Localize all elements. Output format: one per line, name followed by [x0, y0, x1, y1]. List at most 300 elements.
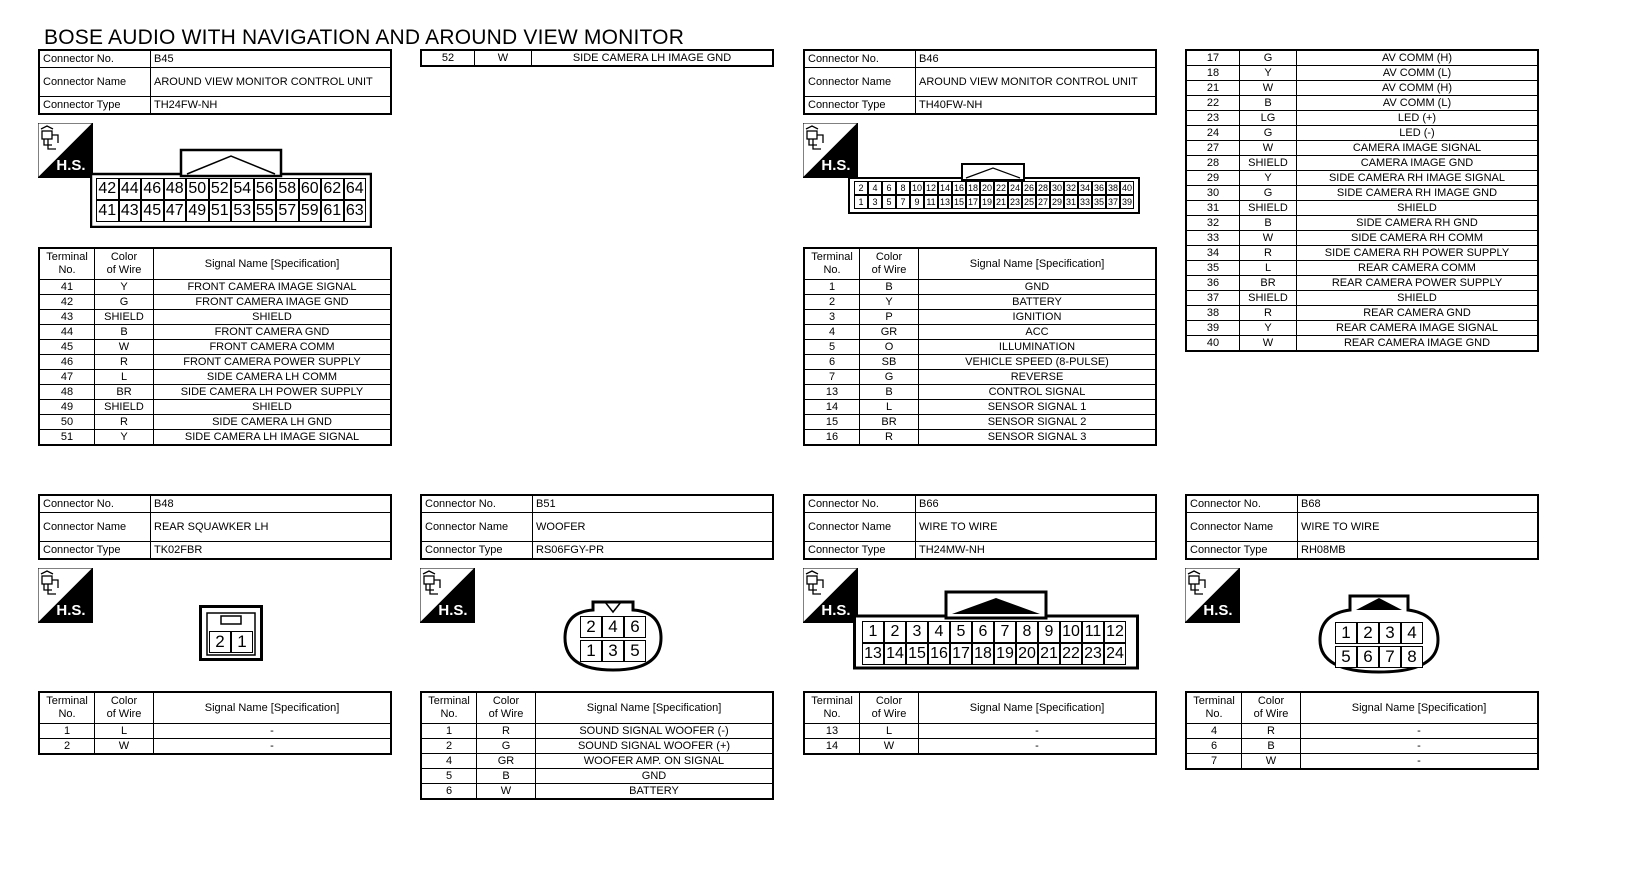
signal-name-header: Signal Name [Specification] — [919, 692, 1157, 724]
connector-pin: 35 — [1093, 197, 1104, 207]
connector-pin: 49 — [186, 200, 209, 222]
connector-pin: 62 — [321, 178, 344, 200]
signal-name: BATTERY — [536, 784, 774, 800]
terminal-no: 32 — [1186, 216, 1240, 231]
table-row — [421, 769, 773, 784]
table-row — [804, 355, 1156, 370]
connector-pin: 58 — [276, 178, 299, 200]
connector-b46-face — [848, 162, 1140, 214]
signal-name: AV COMM (H) — [1297, 81, 1539, 96]
connector-pin: 64 — [344, 178, 367, 200]
connector-pin: 60 — [299, 178, 322, 200]
connector-pin: 6 — [972, 621, 994, 643]
connector-pin: 19 — [981, 197, 992, 207]
signal-name: FRONT CAMERA IMAGE SIGNAL — [154, 280, 392, 295]
terminal-no: 52 — [421, 50, 475, 66]
connector-b66-face — [853, 590, 1139, 670]
harness-side-icon — [420, 568, 475, 623]
connector-pin: 21 — [1038, 643, 1060, 665]
table-row — [804, 340, 1156, 355]
connector-pin: 50 — [186, 178, 209, 200]
table-row — [39, 724, 391, 739]
connector-pin: 57 — [276, 200, 299, 222]
signal-name: REAR CAMERA GND — [1297, 306, 1539, 321]
terminal-no: 6 — [1186, 739, 1242, 754]
table-row — [421, 724, 773, 739]
connector-pin: 53 — [231, 200, 254, 222]
connector-info-b68 — [1185, 494, 1539, 560]
terminal-no-header: Terminal No. — [1186, 692, 1242, 724]
signal-name: SIDE CAMERA LH IMAGE GND — [532, 50, 774, 66]
terminal-no: 37 — [1186, 291, 1240, 306]
signal-name: SIDE CAMERA RH POWER SUPPLY — [1297, 246, 1539, 261]
terminal-no: 51 — [39, 430, 95, 446]
connector-pin: 29 — [1051, 197, 1062, 207]
table-row — [804, 325, 1156, 340]
terminal-no: 2 — [39, 739, 95, 755]
connector-pin: 52 — [209, 178, 232, 200]
connector-name: WOOFER — [533, 513, 774, 542]
wire-color-header: Color of Wire — [1242, 692, 1301, 724]
wire-color: R — [1240, 246, 1297, 261]
connector-pin: 5 — [624, 640, 646, 662]
terminal-no-header: Terminal No. — [804, 248, 860, 280]
wire-color: GR — [860, 325, 919, 340]
connector-info-b66 — [803, 494, 1157, 560]
terminal-no: 1 — [421, 724, 477, 739]
signal-name: - — [1301, 754, 1539, 770]
connector-pin: 5 — [1335, 646, 1357, 668]
signal-name: AV COMM (H) — [1297, 50, 1539, 66]
connector-name: REAR SQUAWKER LH — [151, 513, 392, 542]
connector-pin: 4 — [602, 616, 624, 638]
terminal-no: 46 — [39, 355, 95, 370]
terminal-no-header: Terminal No. — [39, 248, 95, 280]
wire-color: B — [860, 385, 919, 400]
table-row — [804, 415, 1156, 430]
table-row — [39, 415, 391, 430]
info-label: Connector No. — [39, 50, 151, 68]
table-row — [39, 430, 391, 446]
info-label: Connector Name — [39, 513, 151, 542]
table-row — [1186, 321, 1538, 336]
connector-pin: 39 — [1121, 197, 1132, 207]
wire-color: P — [860, 310, 919, 325]
table-row — [804, 280, 1156, 295]
connector-pin: 1 — [1335, 622, 1357, 644]
terminal-no: 24 — [1186, 126, 1240, 141]
table-row — [39, 325, 391, 340]
table-row — [1186, 66, 1538, 81]
terminal-no: 30 — [1186, 186, 1240, 201]
table-row — [804, 430, 1156, 446]
connector-pin: 30 — [1051, 183, 1062, 193]
wire-color: W — [477, 784, 536, 800]
connector-pin: 10 — [911, 183, 922, 193]
terminal-no: 5 — [804, 340, 860, 355]
terminal-no: 2 — [421, 739, 477, 754]
wire-color: BR — [860, 415, 919, 430]
connector-pin: 15 — [953, 197, 964, 207]
connector-pin: 38 — [1107, 183, 1118, 193]
table-row — [421, 754, 773, 769]
connector-type: TH24MW-NH — [916, 542, 1157, 560]
signal-name: SENSOR SIGNAL 3 — [919, 430, 1157, 446]
info-label: Connector No. — [421, 495, 533, 513]
wire-color-header: Color of Wire — [95, 692, 154, 724]
wire-color: W — [95, 739, 154, 755]
connector-pin: 55 — [254, 200, 277, 222]
table-row — [1186, 231, 1538, 246]
terminal-table-b45 — [38, 247, 392, 446]
signal-name: - — [919, 739, 1157, 755]
signal-name: LED (+) — [1297, 111, 1539, 126]
wire-color: SHIELD — [95, 400, 154, 415]
terminal-no: 22 — [1186, 96, 1240, 111]
terminal-no: 7 — [1186, 754, 1242, 770]
table-row — [39, 739, 391, 755]
terminal-no: 43 — [39, 310, 95, 325]
terminal-no: 27 — [1186, 141, 1240, 156]
wire-color: W — [1240, 141, 1297, 156]
info-label: Connector Name — [804, 513, 916, 542]
info-label: Connector Type — [421, 542, 533, 560]
table-row — [804, 295, 1156, 310]
signal-name: FRONT CAMERA IMAGE GND — [154, 295, 392, 310]
signal-name: FRONT CAMERA POWER SUPPLY — [154, 355, 392, 370]
info-label: Connector Type — [804, 542, 916, 560]
signal-name: - — [1301, 724, 1539, 739]
terminal-no: 23 — [1186, 111, 1240, 126]
connector-pin: 1 — [854, 195, 868, 209]
signal-name: ACC — [919, 325, 1157, 340]
signal-name: SIDE CAMERA LH GND — [154, 415, 392, 430]
signal-name: WOOFER AMP. ON SIGNAL — [536, 754, 774, 769]
terminal-no: 16 — [804, 430, 860, 446]
table-row — [39, 400, 391, 415]
wire-color: SHIELD — [1240, 156, 1297, 171]
harness-side-icon — [803, 568, 858, 623]
connector-no: B46 — [916, 50, 1157, 68]
terminal-no: 18 — [1186, 66, 1240, 81]
wire-color-header: Color of Wire — [477, 692, 536, 724]
terminal-no-header: Terminal No. — [804, 692, 860, 724]
table-row — [39, 295, 391, 310]
terminal-table-b46b — [1185, 49, 1539, 352]
connector-pin: 45 — [141, 200, 164, 222]
connector-pin: 9 — [910, 195, 924, 209]
terminal-no: 39 — [1186, 321, 1240, 336]
connector-pin: 18 — [972, 643, 994, 665]
connector-pin: 36 — [1093, 183, 1104, 193]
wire-color: G — [1240, 126, 1297, 141]
terminal-no: 29 — [1186, 171, 1240, 186]
terminal-no: 7 — [804, 370, 860, 385]
wire-color: W — [475, 50, 532, 66]
table-row — [421, 50, 773, 66]
wire-color: W — [1242, 754, 1301, 770]
connector-pin: 23 — [1082, 643, 1104, 665]
connector-pin: 22 — [995, 183, 1006, 193]
connector-pin: 17 — [950, 643, 972, 665]
connector-pin: 10 — [1060, 621, 1082, 643]
terminal-no: 4 — [804, 325, 860, 340]
table-row — [39, 340, 391, 355]
connector-pin: 3 — [602, 640, 624, 662]
terminal-no: 5 — [421, 769, 477, 784]
connector-pin: 14 — [939, 183, 950, 193]
info-label: Connector Name — [1186, 513, 1298, 542]
connector-type: TK02FBR — [151, 542, 392, 560]
signal-name: - — [919, 724, 1157, 739]
wire-color: B — [95, 325, 154, 340]
wire-color: R — [95, 355, 154, 370]
terminal-no: 38 — [1186, 306, 1240, 321]
terminal-no: 31 — [1186, 201, 1240, 216]
signal-name: SIDE CAMERA RH IMAGE GND — [1297, 186, 1539, 201]
terminal-no: 33 — [1186, 231, 1240, 246]
wire-color: SHIELD — [1240, 201, 1297, 216]
wire-color-header: Color of Wire — [860, 248, 919, 280]
connector-pin: 54 — [231, 178, 254, 200]
connector-pin: 43 — [119, 200, 142, 222]
table-row — [1186, 156, 1538, 171]
svg-text:H.S.: H.S. — [1203, 602, 1233, 619]
connector-pin: 2 — [854, 181, 868, 195]
table-row — [1186, 216, 1538, 231]
wire-color: B — [1240, 96, 1297, 111]
signal-name-header: Signal Name [Specification] — [536, 692, 774, 724]
table-row — [1186, 111, 1538, 126]
terminal-no: 13 — [804, 724, 860, 739]
connector-pin: 15 — [906, 643, 928, 665]
connector-no: B66 — [916, 495, 1157, 513]
signal-name: SIDE CAMERA RH IMAGE SIGNAL — [1297, 171, 1539, 186]
connector-pin: 9 — [1038, 621, 1060, 643]
signal-name: SENSOR SIGNAL 1 — [919, 400, 1157, 415]
connector-pin: 1 — [231, 631, 253, 653]
connector-pin: 8 — [1401, 646, 1423, 668]
wire-color: L — [95, 724, 154, 739]
table-row — [421, 739, 773, 754]
connector-pin: 11 — [924, 195, 938, 209]
connector-pin: 5 — [882, 195, 896, 209]
connector-pin: 5 — [950, 621, 972, 643]
connector-pin: 1 — [580, 640, 602, 662]
svg-text:H.S.: H.S. — [821, 157, 851, 174]
wire-color: O — [860, 340, 919, 355]
page-title: BOSE AUDIO WITH NAVIGATION AND AROUND VIEW MONITOR — [44, 26, 685, 49]
svg-text:H.S.: H.S. — [56, 157, 86, 174]
wire-color: LG — [1240, 111, 1297, 126]
terminal-table-b45b — [420, 49, 774, 67]
terminal-no: 1 — [39, 724, 95, 739]
connector-pin: 16 — [928, 643, 950, 665]
terminal-no: 44 — [39, 325, 95, 340]
connector-pin: 33 — [1079, 197, 1090, 207]
connector-info-b48 — [38, 494, 392, 560]
signal-name: REAR CAMERA IMAGE SIGNAL — [1297, 321, 1539, 336]
table-row — [1186, 50, 1538, 66]
connector-pin: 17 — [967, 197, 978, 207]
table-row — [1186, 126, 1538, 141]
wire-color: G — [95, 295, 154, 310]
terminal-table-b68 — [1185, 691, 1539, 770]
wire-color: B — [1242, 739, 1301, 754]
connector-name: WIRE TO WIRE — [1298, 513, 1539, 542]
svg-text:H.S.: H.S. — [438, 602, 468, 619]
info-label: Connector Name — [804, 68, 916, 97]
table-row — [1186, 276, 1538, 291]
table-row — [804, 400, 1156, 415]
table-row — [1186, 739, 1538, 754]
signal-name: AV COMM (L) — [1297, 96, 1539, 111]
connector-pin: 11 — [1082, 621, 1104, 643]
signal-name: REAR CAMERA IMAGE GND — [1297, 336, 1539, 352]
table-row — [1186, 81, 1538, 96]
connector-pin: 21 — [995, 197, 1006, 207]
connector-b68-face — [1318, 592, 1440, 674]
terminal-no: 47 — [39, 370, 95, 385]
terminal-no: 40 — [1186, 336, 1240, 352]
wire-color: G — [477, 739, 536, 754]
signal-name-header: Signal Name [Specification] — [919, 248, 1157, 280]
signal-name: ILLUMINATION — [919, 340, 1157, 355]
signal-name: FRONT CAMERA GND — [154, 325, 392, 340]
info-label: Connector Type — [1186, 542, 1298, 560]
connector-pin: 2 — [580, 616, 602, 638]
wire-color: Y — [1240, 171, 1297, 186]
signal-name: AV COMM (L) — [1297, 66, 1539, 81]
table-row — [39, 370, 391, 385]
connector-pin: 13 — [939, 197, 950, 207]
wire-color: R — [1240, 306, 1297, 321]
terminal-table-b51 — [420, 691, 774, 800]
terminal-no: 41 — [39, 280, 95, 295]
wire-color: W — [860, 739, 919, 755]
connector-pin: 12 — [1104, 621, 1126, 643]
signal-name: GND — [536, 769, 774, 784]
table-row — [39, 355, 391, 370]
connector-pin: 2 — [1357, 622, 1379, 644]
table-row — [421, 784, 773, 800]
table-row — [39, 385, 391, 400]
terminal-no: 45 — [39, 340, 95, 355]
connector-b45-face — [90, 148, 372, 228]
connector-pin: 63 — [344, 200, 367, 222]
table-row — [1186, 754, 1538, 770]
signal-name: GND — [919, 280, 1157, 295]
signal-name: LED (-) — [1297, 126, 1539, 141]
connector-pin: 7 — [1379, 646, 1401, 668]
wire-color: G — [860, 370, 919, 385]
wire-color: Y — [95, 430, 154, 446]
harness-side-icon — [38, 568, 93, 623]
signal-name-header: Signal Name [Specification] — [154, 692, 392, 724]
harness-side-icon — [1185, 568, 1240, 623]
terminal-no: 1 — [804, 280, 860, 295]
connector-pin: 8 — [1016, 621, 1038, 643]
wire-color: BR — [1240, 276, 1297, 291]
terminal-no: 48 — [39, 385, 95, 400]
connector-pin: 42 — [96, 178, 119, 200]
terminal-no: 4 — [1186, 724, 1242, 739]
connector-pin: 18 — [967, 183, 978, 193]
connector-pin: 40 — [1121, 183, 1132, 193]
connector-pin: 46 — [141, 178, 164, 200]
signal-name: - — [154, 724, 392, 739]
connector-pin: 22 — [1060, 643, 1082, 665]
wire-color-header: Color of Wire — [860, 692, 919, 724]
connector-pin: 27 — [1037, 197, 1048, 207]
connector-pin: 59 — [299, 200, 322, 222]
connector-pin: 56 — [254, 178, 277, 200]
wire-color: G — [1240, 50, 1297, 66]
wire-color: R — [95, 415, 154, 430]
terminal-no: 36 — [1186, 276, 1240, 291]
terminal-no: 14 — [804, 400, 860, 415]
wire-color: W — [1240, 231, 1297, 246]
table-row — [1186, 201, 1538, 216]
harness-side-icon — [38, 123, 93, 178]
signal-name: SOUND SIGNAL WOOFER (-) — [536, 724, 774, 739]
terminal-no: 21 — [1186, 81, 1240, 96]
signal-name: SIDE CAMERA RH GND — [1297, 216, 1539, 231]
terminal-table-b66 — [803, 691, 1157, 755]
table-row — [1186, 171, 1538, 186]
signal-name: SHIELD — [1297, 291, 1539, 306]
svg-text:H.S.: H.S. — [821, 602, 851, 619]
wire-color: L — [1240, 261, 1297, 276]
terminal-no: 13 — [804, 385, 860, 400]
info-label: Connector Type — [804, 97, 916, 115]
connector-pin: 1 — [862, 621, 884, 643]
wire-color: B — [477, 769, 536, 784]
wire-color: R — [1242, 724, 1301, 739]
table-row — [1186, 141, 1538, 156]
info-label: Connector No. — [1186, 495, 1298, 513]
connector-pin: 19 — [994, 643, 1016, 665]
signal-name: SIDE CAMERA LH COMM — [154, 370, 392, 385]
connector-pin: 31 — [1065, 197, 1076, 207]
terminal-no-header: Terminal No. — [421, 692, 477, 724]
signal-name-header: Signal Name [Specification] — [154, 248, 392, 280]
connector-pin: 24 — [1009, 183, 1020, 193]
terminal-no: 34 — [1186, 246, 1240, 261]
wire-color: B — [1240, 216, 1297, 231]
wire-color: Y — [95, 280, 154, 295]
signal-name: SHIELD — [154, 400, 392, 415]
signal-name: CAMERA IMAGE SIGNAL — [1297, 141, 1539, 156]
connector-name: AROUND VIEW MONITOR CONTROL UNIT — [151, 68, 392, 97]
connector-pin: 7 — [896, 195, 910, 209]
connector-pin: 24 — [1104, 643, 1126, 665]
signal-name: - — [1301, 739, 1539, 754]
info-label: Connector No. — [804, 50, 916, 68]
table-row — [1186, 291, 1538, 306]
connector-pin: 2 — [209, 631, 231, 653]
connector-type: RH08MB — [1298, 542, 1539, 560]
terminal-no: 6 — [804, 355, 860, 370]
connector-pin: 4 — [928, 621, 950, 643]
connector-pin: 12 — [925, 183, 936, 193]
table-row — [804, 739, 1156, 755]
wire-color: SB — [860, 355, 919, 370]
wire-color: B — [860, 280, 919, 295]
wire-color: W — [1240, 81, 1297, 96]
connector-pin: 51 — [209, 200, 232, 222]
connector-name: AROUND VIEW MONITOR CONTROL UNIT — [916, 68, 1157, 97]
